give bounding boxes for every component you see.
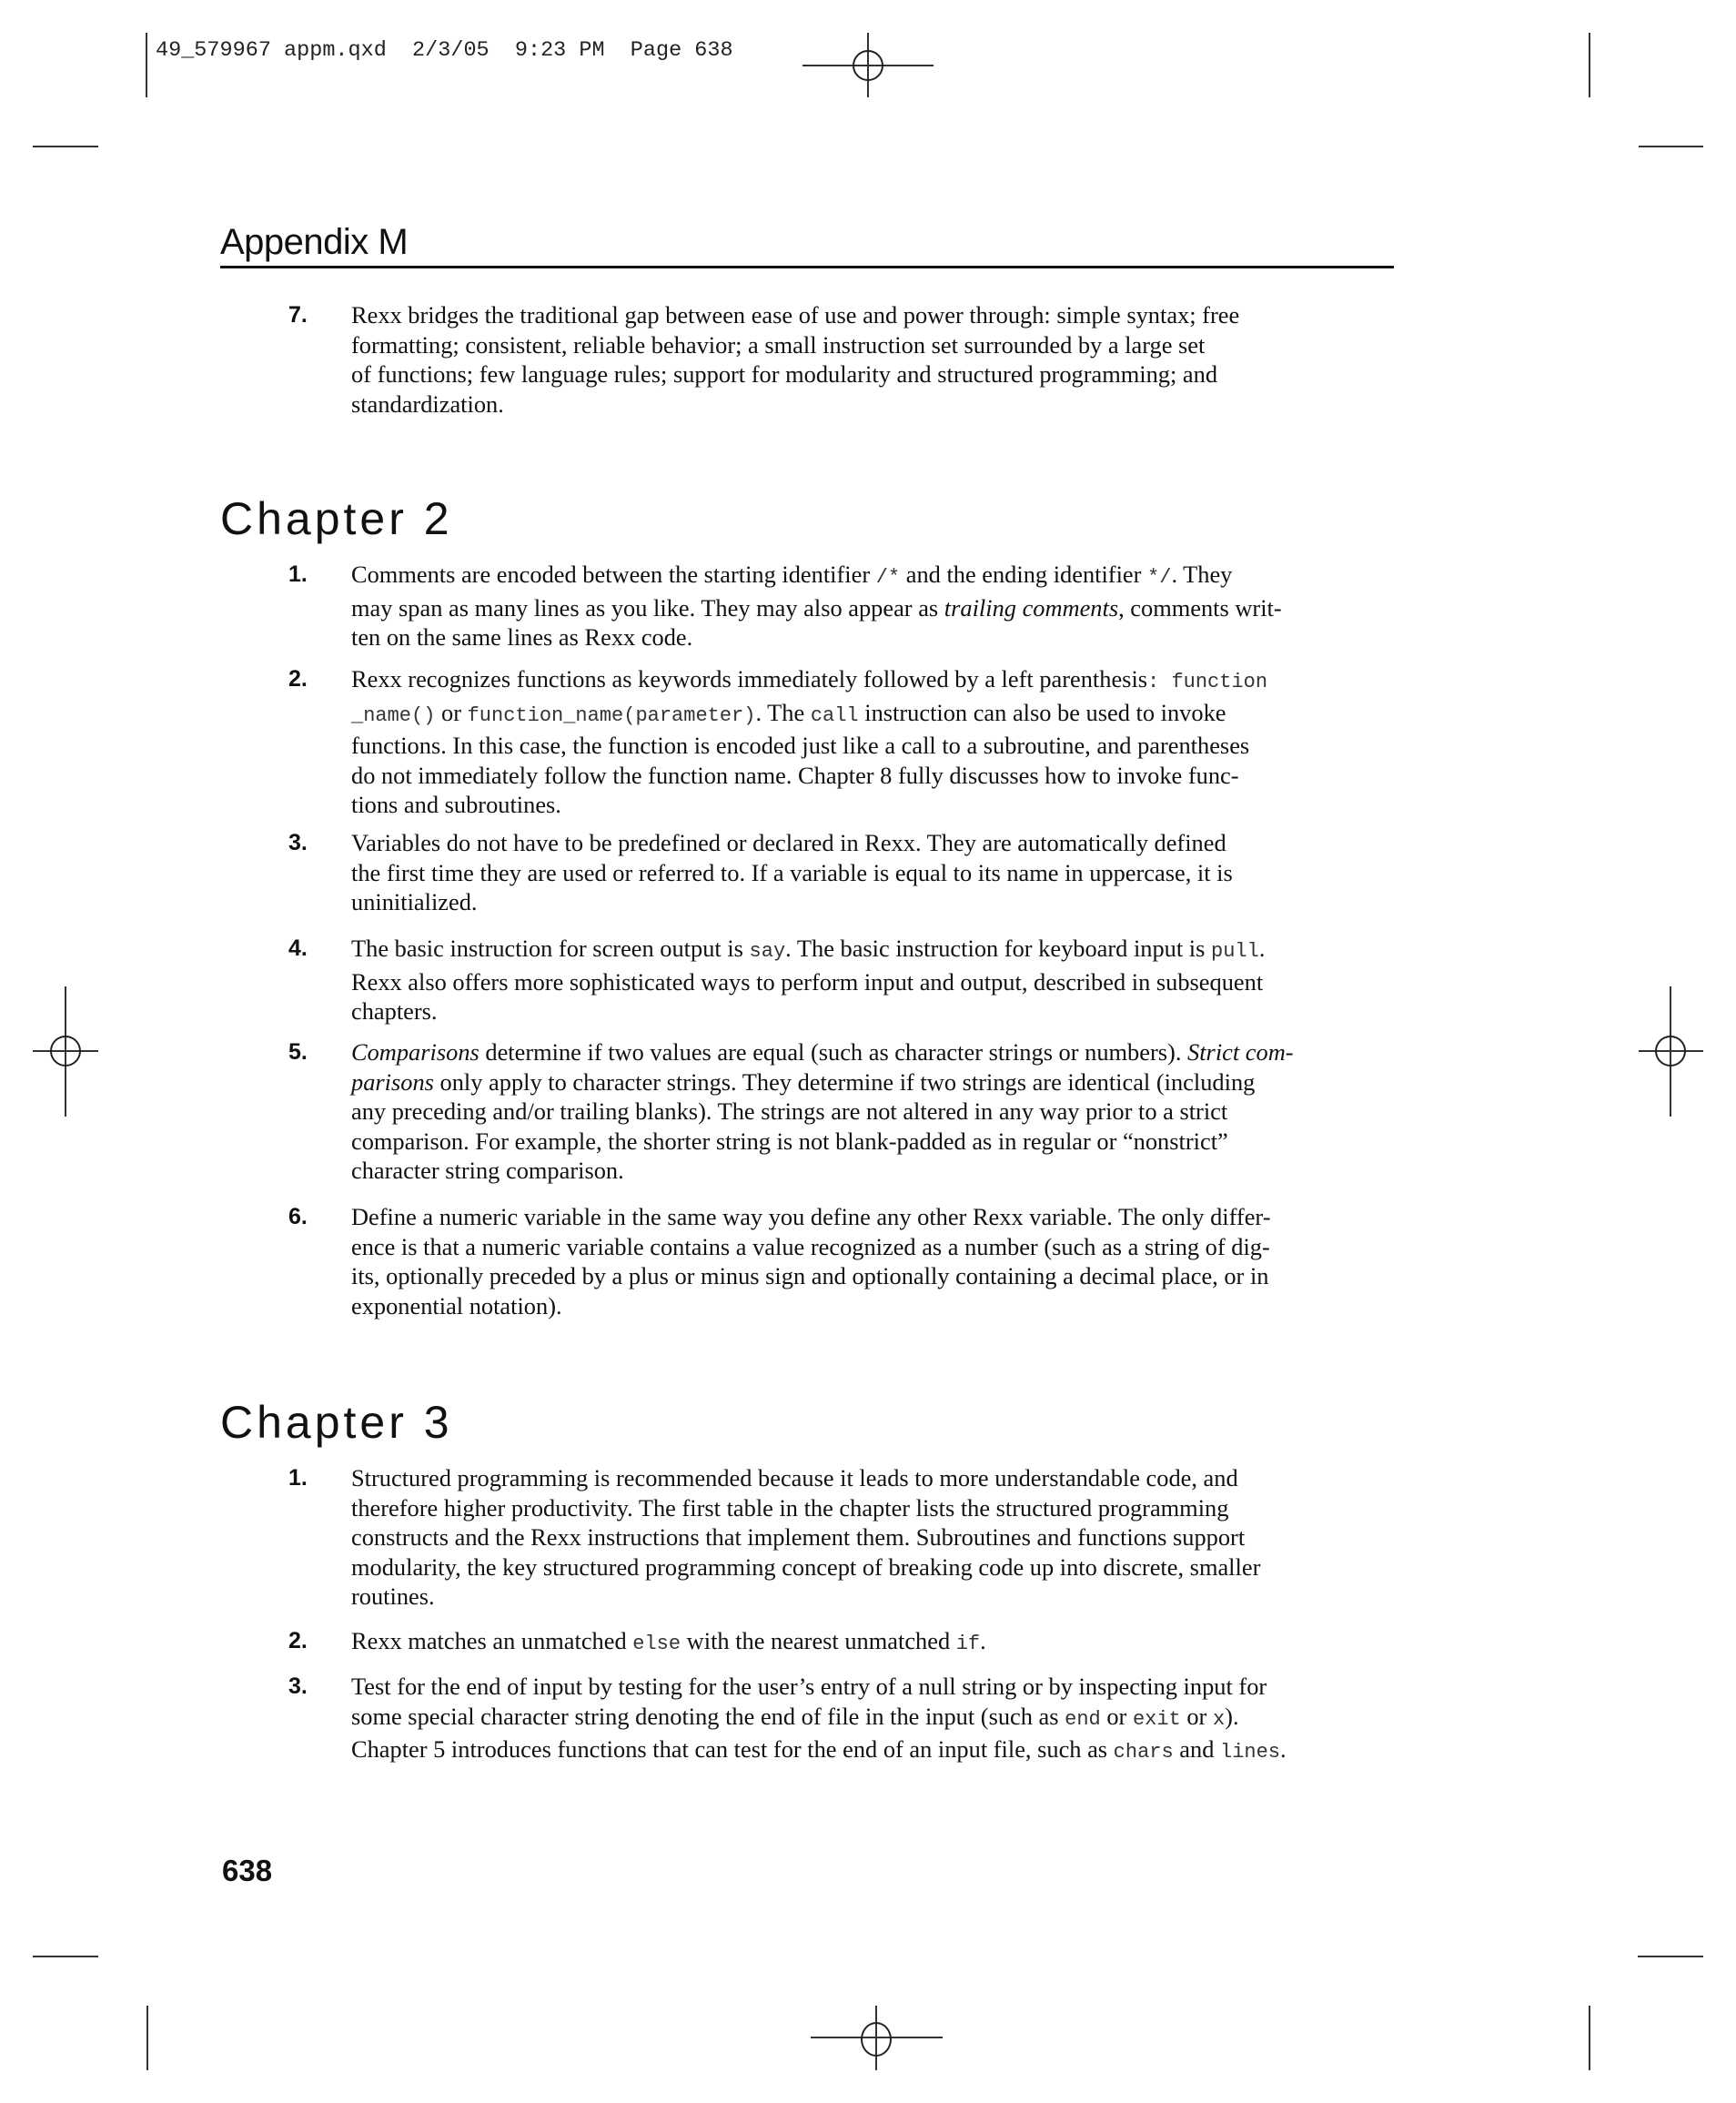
text-line: [351, 1522, 1260, 1552]
code-text: else: [632, 1633, 681, 1655]
text-line: [351, 698, 1267, 732]
answer-text: [351, 1463, 1260, 1612]
printer-slug: 49_579967 appm.qxd 2/3/05 9:23 PM Page 638: [156, 38, 733, 63]
text-line: [351, 1067, 1294, 1097]
crop-mark-bottom-right-horizontal: [1638, 1956, 1703, 1957]
text-run: constructs and the Rexx instructions that implement them. Subroutines and functions support: [351, 1523, 1246, 1551]
answer-number: 7.: [288, 302, 308, 328]
text-run: . They: [1171, 561, 1233, 588]
text-line: [351, 887, 1233, 917]
text-run: Rexx also offers more sophisticated ways to perform input and output, described in subsequent: [351, 967, 1264, 996]
answer-text: [351, 560, 1282, 652]
text-line: [351, 1552, 1260, 1582]
text-line: [351, 1734, 1287, 1768]
text-run: ence is that a numeric variable contains a value recognized as a number (such as a string of dig-: [351, 1232, 1270, 1260]
code-text: function_name(parameter): [467, 703, 756, 727]
code-text: chars: [1113, 1741, 1174, 1764]
running-head: Appendix M: [220, 222, 409, 262]
answer-number: 5.: [288, 1039, 308, 1065]
text-run: determine if two values are equal (such as character strings or numbers).: [479, 1038, 1188, 1066]
text-run: Test for the end of input by testing for the user’s entry of a null string or by inspecting input for: [351, 1673, 1267, 1700]
text-run: comparison. For example, the shorter string is not blank-padded as in regular or “nonstrict”: [351, 1127, 1228, 1155]
text-run: Comments are encoded between the starting identifier: [351, 561, 876, 588]
text-run: of functions; few language rules; support for modularity and structured programming; and: [351, 360, 1218, 388]
text-run: .: [1258, 935, 1266, 962]
answer-number: 2.: [288, 1628, 308, 1653]
text-run: Rexx recognizes functions as keywords immediately followed by a left parenthesis: [351, 665, 1148, 693]
text-line: [351, 1202, 1271, 1232]
registration-mark-right-circle: [1655, 1036, 1686, 1067]
text-line: [351, 858, 1233, 888]
answer-number: 3.: [288, 830, 308, 855]
text-run: character string comparison.: [351, 1157, 624, 1184]
crop-mark-top-left-vertical: [146, 33, 147, 97]
text-line: [351, 1672, 1287, 1702]
text-run: formatting; consistent, reliable behavior; a small instruction set surrounded by a large set: [351, 330, 1206, 359]
text-line: [351, 731, 1267, 761]
text-run: , comments writ-: [1118, 593, 1282, 622]
text-line: [351, 1156, 1294, 1186]
answer-text: [351, 934, 1265, 1026]
text-line: [351, 593, 1282, 623]
text-line: [351, 1291, 1271, 1321]
text-run: instruction can also be used to invoke: [858, 698, 1226, 726]
text-run: .: [980, 1627, 986, 1654]
text-run: standardization.: [351, 389, 504, 418]
text-run: some special character string denoting the end of file in the input (such as: [351, 1702, 1065, 1730]
text-run: routines.: [351, 1582, 435, 1610]
text-line: [351, 1493, 1260, 1523]
text-line: [351, 996, 1265, 1026]
text-run: Rexx matches an unmatched: [351, 1627, 633, 1654]
answer-number: 2.: [288, 666, 308, 692]
answer-text: [351, 300, 1239, 419]
code-text: exit: [1132, 1707, 1181, 1731]
answer-text: [351, 1037, 1294, 1186]
text-line: [351, 560, 1282, 593]
text-line: [351, 1037, 1294, 1067]
answer-number: 3.: [288, 1673, 308, 1699]
text-run: and the ending identifier: [900, 561, 1148, 588]
text-run: uninitialized.: [351, 888, 478, 915]
text-run: . The basic instruction for keyboard input is: [785, 935, 1212, 962]
text-line: [351, 1702, 1287, 1735]
answer-text: [351, 828, 1233, 917]
answer-text: [351, 1672, 1287, 1768]
text-run: Chapter 5 introduces functions that can test for the end of an input file, such as: [351, 1735, 1114, 1763]
code-text: lines: [1220, 1741, 1281, 1764]
emphasis-text: Comparisons: [351, 1038, 479, 1066]
registration-mark-left-circle: [50, 1036, 81, 1067]
text-run: exponential notation).: [351, 1291, 562, 1319]
text-line: [351, 300, 1239, 330]
text-run: or: [1180, 1702, 1213, 1730]
text-line: [351, 1127, 1294, 1157]
code-text: if: [955, 1633, 981, 1655]
text-run: or: [1100, 1702, 1133, 1730]
code-text: end: [1065, 1707, 1101, 1731]
text-run: ).: [1225, 1702, 1239, 1730]
text-run: The basic instruction for screen output is: [351, 935, 750, 962]
text-run: .: [1280, 1735, 1287, 1763]
text-line: [351, 389, 1239, 420]
text-line: [351, 934, 1265, 967]
text-line: [351, 828, 1233, 858]
text-run: modularity, the key structured programming concept of breaking code up into discrete, smaller: [351, 1552, 1261, 1581]
code-text: call: [810, 703, 859, 727]
answer-number: 4.: [288, 935, 308, 961]
text-run: any preceding and/or trailing blanks). The strings are not altered in any way prior to a strict: [351, 1097, 1228, 1125]
text-line: [351, 761, 1267, 791]
text-line: [351, 359, 1239, 389]
answer-number: 6.: [288, 1204, 308, 1229]
crop-mark-bottom-left-horizontal: [33, 1956, 98, 1957]
answer-text: [351, 1202, 1271, 1320]
text-run: may span as many lines as you like. They may also appear as: [351, 593, 944, 622]
text-line: [351, 1626, 986, 1660]
text-run: . The: [755, 698, 811, 726]
text-run: do not immediately follow the function name. Chapter 8 fully discusses how to invoke func-: [351, 761, 1239, 789]
header-rule: [220, 266, 1394, 268]
text-run: and: [1173, 1735, 1220, 1763]
emphasis-text: parisons: [351, 1067, 434, 1096]
text-run: Variables do not have to be predefined or declared in Rexx. They are automatically defined: [351, 829, 1226, 856]
text-line: [351, 1097, 1294, 1127]
crop-mark-bottom-right-vertical: [1589, 2006, 1590, 2070]
text-line: [351, 1463, 1260, 1493]
answer-number: 1.: [288, 561, 308, 587]
text-line: [351, 1582, 1260, 1612]
crop-mark-bottom-left-vertical: [146, 2006, 148, 2070]
code-text: x: [1212, 1707, 1226, 1731]
emphasis-text: trailing comments: [944, 593, 1119, 622]
text-run: Rexx bridges the traditional gap between ease of use and power through: simple syntax; free: [351, 301, 1240, 329]
text-run: functions. In this case, the function is encoded just like a call to a subroutine, and parentheses: [351, 732, 1250, 759]
text-run: Structured programming is recommended because it leads to more understandable code, and: [351, 1464, 1238, 1491]
code-text: */: [1147, 566, 1172, 589]
text-line: [351, 664, 1267, 698]
text-run: tions and subroutines.: [351, 791, 561, 818]
code-text: say: [749, 940, 786, 963]
registration-mark-bottom-circle: [861, 2022, 892, 2057]
crop-mark-top-left-horizontal: [33, 146, 98, 147]
chapter-heading-3: Chapter 3: [220, 1397, 453, 1448]
text-run: Define a numeric variable in the same way you define any other Rexx variable. The only differ-: [351, 1203, 1271, 1230]
text-run: only apply to character strings. They determine if two strings are identical (including: [433, 1067, 1256, 1096]
text-line: [351, 790, 1267, 820]
emphasis-text: Strict com-: [1187, 1038, 1294, 1066]
code-text: _name(): [351, 703, 436, 727]
code-text: pull: [1211, 940, 1259, 963]
text-run: with the nearest unmatched: [681, 1627, 956, 1654]
registration-mark-top-circle: [853, 50, 883, 81]
crop-mark-top-right-vertical: [1589, 33, 1590, 97]
text-line: [351, 1261, 1271, 1291]
text-run: chapters.: [351, 997, 438, 1025]
text-line: [351, 967, 1265, 997]
code-text: /*: [875, 566, 901, 589]
code-text: : function: [1147, 671, 1268, 693]
text-run: the first time they are used or referred to. If a variable is equal to its name in uppercase, it is: [351, 858, 1233, 886]
answer-text: [351, 1626, 986, 1660]
chapter-heading-2: Chapter 2: [220, 493, 453, 544]
text-run: ten on the same lines as Rexx code.: [351, 623, 693, 651]
text-run: its, optionally preceded by a plus or minus sign and optionally containing a decimal place, or in: [351, 1262, 1269, 1289]
crop-mark-top-right-horizontal: [1639, 146, 1703, 147]
answer-text: [351, 664, 1267, 820]
text-run: therefore higher productivity. The first table in the chapter lists the structured programming: [351, 1493, 1229, 1522]
answer-number: 1.: [288, 1465, 308, 1491]
page-number: 638: [222, 1854, 273, 1887]
text-line: [351, 330, 1239, 360]
text-run: or: [435, 698, 468, 726]
text-line: [351, 622, 1282, 652]
text-line: [351, 1232, 1271, 1262]
